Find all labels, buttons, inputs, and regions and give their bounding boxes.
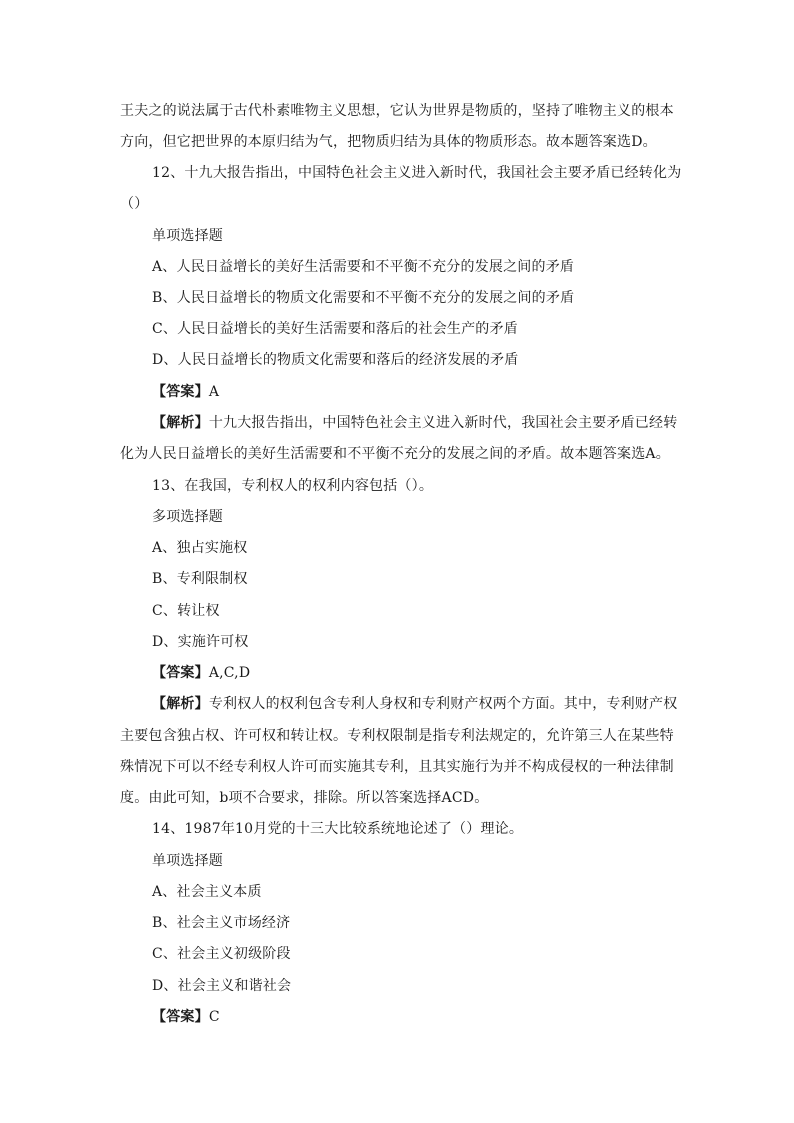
line-text: 单项选择题 [152,228,223,244]
question-14-stem [152,819,523,839]
answer-label: 【答案】 [152,1009,209,1025]
question-12-answer [152,382,219,402]
question-14-answer [152,1007,220,1027]
line-text: 殊情况下可以不经专利权人许可而实施其专利，且其实施行为并不构成侵权的一种法律制 [120,759,674,775]
question-13-type [152,507,223,527]
line-text: B、人民日益增长的物质文化需要和不平衡不充分的发展之间的矛盾 [152,290,575,306]
question-13-option-b [152,569,248,589]
line-text: 单项选择题 [152,853,223,869]
question-13-stem [152,476,433,496]
question-14-type [152,851,223,871]
answer-value: A [208,384,220,400]
answer-value: A,C,D [208,665,251,681]
question-12-option-a [152,257,574,277]
line-text: B、社会主义市场经济 [152,915,291,931]
question-13-option-d [152,632,249,652]
line-text: 14、1987年10月党的十三大比较系统地论述了（）理论。 [152,821,524,837]
explanation-label: 【解析】 [152,415,209,431]
explanation-text: 十九大报告指出，中国特色社会主义进入新时代，我国社会主要矛盾已经转 [208,415,678,431]
question-14-option-d [152,976,291,996]
line-text: A、人民日益增长的美好生活需要和不平衡不充分的发展之间的矛盾 [152,259,575,275]
question-13-explanation-cont [120,788,488,808]
question-13-answer [152,663,250,683]
paragraph-line [120,101,674,121]
line-text: 13、在我国，专利权人的权利内容包括（）。 [152,478,434,494]
question-12-stem-cont [120,194,148,214]
line-text: C、人民日益增长的美好生活需要和落后的社会生产的矛盾 [152,321,518,337]
line-text: 多项选择题 [152,509,223,525]
line-text: 王夫之的说法属于古代朴素唯物主义思想，它认为世界是物质的，坚持了唯物主义的根本 [120,103,674,119]
line-text: （） [120,196,149,212]
question-13-option-c [152,601,220,621]
line-text: 12、十九大报告指出，中国特色社会主义进入新时代，我国社会主要矛盾已经转化为 [152,165,682,181]
line-text: 方向，但它把世界的本原归结为气，把物质归结为具体的物质形态。故本题答案选D。 [120,134,657,150]
line-text: C、转让权 [152,603,220,619]
question-12-option-b [152,288,574,308]
question-13-explanation-cont [120,726,674,746]
answer-label: 【答案】 [152,665,209,681]
question-14-option-a [152,882,262,902]
question-12-type [152,226,223,246]
explanation-label: 【解析】 [152,696,209,712]
line-text: B、专利限制权 [152,571,248,587]
line-text: 度。由此可知，b项不合要求，排除。所以答案选择ACD。 [120,790,489,806]
paragraph-line [120,132,657,152]
question-12-option-c [152,319,518,339]
question-13-explanation [152,694,677,714]
line-text: D、人民日益增长的物质文化需要和落后的经济发展的矛盾 [152,352,519,368]
explanation-text: 专利权人的权利包含专利人身权和专利财产权两个方面。其中，专利财产权 [208,696,678,712]
line-text: D、实施许可权 [152,634,249,650]
question-13-option-a [152,538,248,558]
line-text: 主要包含独占权、许可权和转让权。专利权限制是指专利法规定的，允许第三人在某些特 [120,728,674,744]
line-text: D、社会主义和谐社会 [152,978,292,994]
line-text: A、独占实施权 [152,540,248,556]
question-14-option-b [152,913,290,933]
question-14-option-c [152,944,291,964]
question-12-option-d [152,350,518,370]
answer-value: C [208,1009,220,1025]
line-text: 化为人民日益增长的美好生活需要和不平衡不充分的发展之间的矛盾。故本题答案选A。 [120,446,670,462]
line-text: C、社会主义初级阶段 [152,946,291,962]
question-12-explanation [152,413,677,433]
answer-label: 【答案】 [152,384,209,400]
question-12-explanation-cont [120,444,670,464]
question-12-stem [152,163,681,183]
line-text: A、社会主义本质 [152,884,262,900]
question-13-explanation-cont [120,757,674,777]
